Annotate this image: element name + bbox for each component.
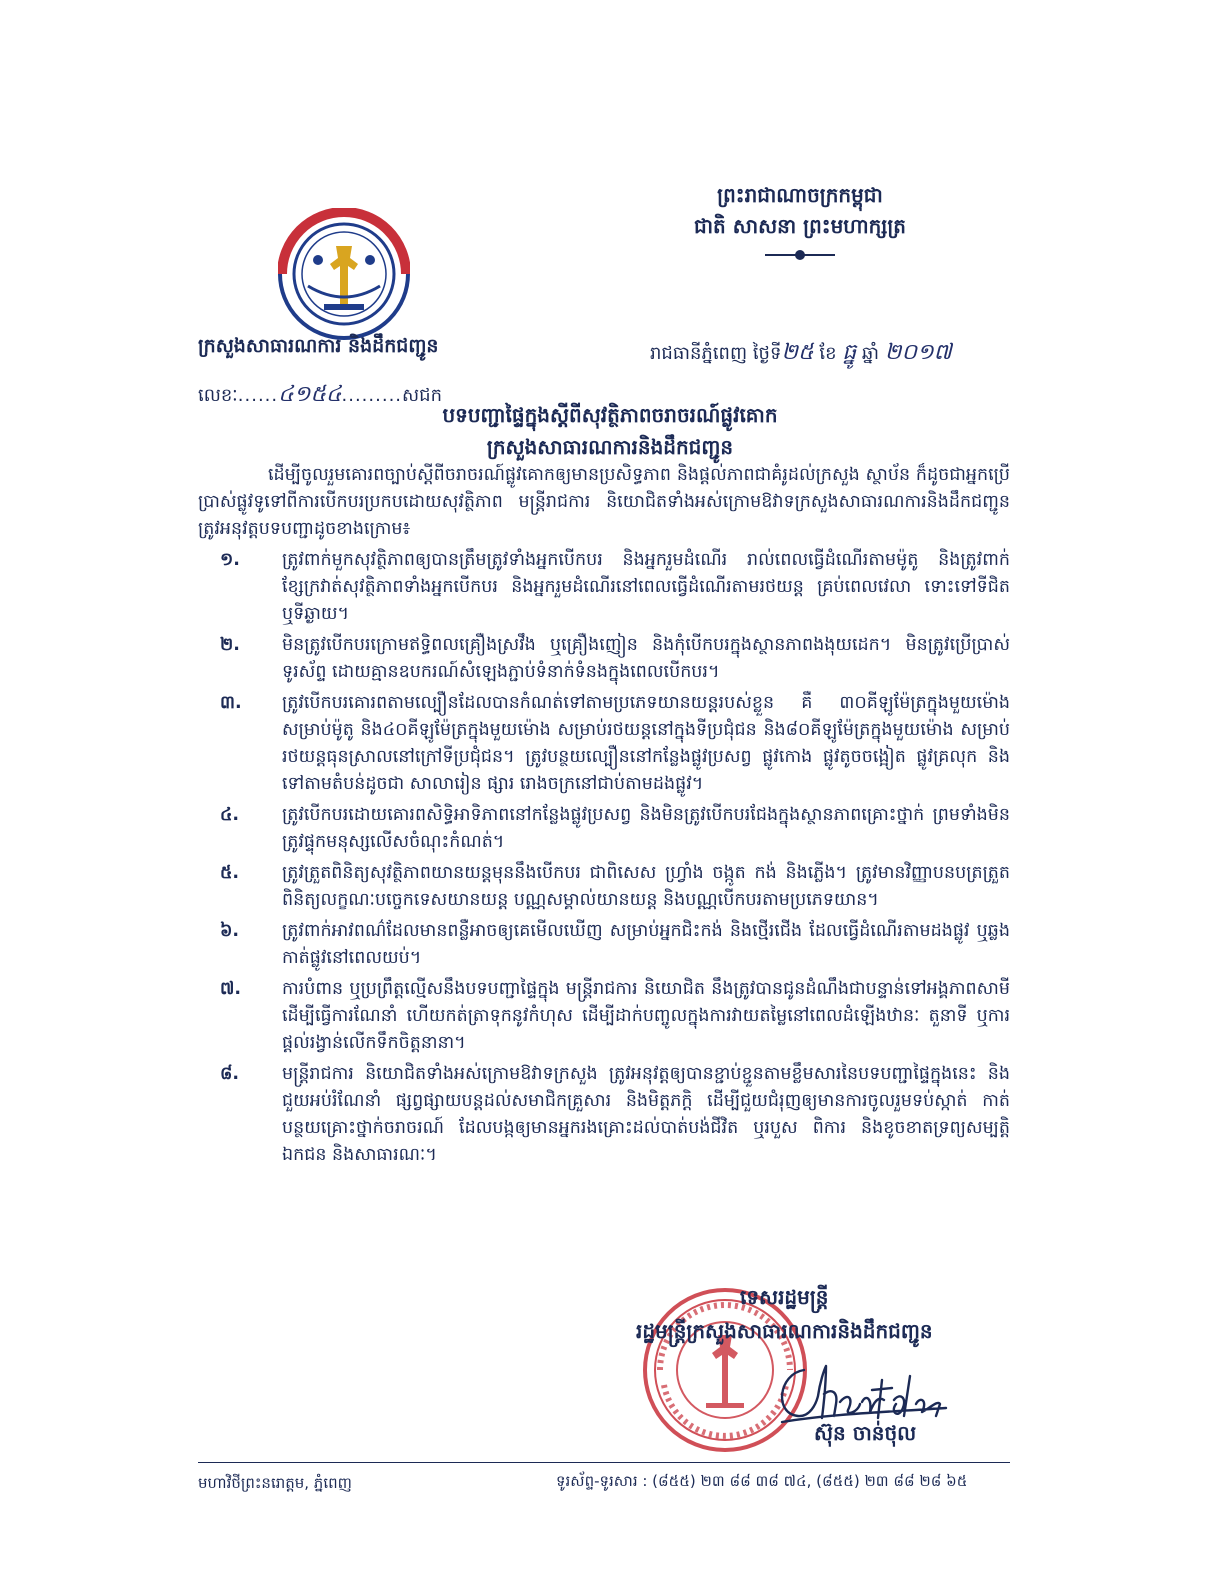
directive-item xyxy=(198,976,1010,1057)
footer-phone: ទូរស័ព្ទ-ទូរសារ : (៨៥៥) ២៣ ៨៨ ៣៨ ៧៤, (៨៥៥) ២៣ ៨៨ ២៨ ៦៥ xyxy=(556,1472,968,1490)
reference-label: លេខៈ xyxy=(198,385,238,406)
kingdom-title: ព្រះរាជាណាចក្រកម្ពុជា xyxy=(717,183,883,207)
item-number: ២. xyxy=(220,635,240,655)
directive-item xyxy=(198,632,1010,686)
item-number: ១. xyxy=(220,550,240,570)
date-prefix: រាជធានីភ្នំពេញ ថ្ងៃទី xyxy=(650,343,782,364)
directive-item xyxy=(198,690,1010,798)
document-body xyxy=(198,462,1010,1173)
directive-item xyxy=(198,547,1010,628)
item-text: មិនត្រូវបើកបរក្រោមឥទ្ធិពលគ្រឿងស្រវឹង ឬគ្រឿងញៀន និងកុំបើកបរក្នុងស្ថានភាពងងុយដេក។ មិនត្រូវប្រើប្រាស់ទូរស័ព្ទ ដោយគ្មានឧបករណ៍សំឡេងភ្ជាប់ទំនាក់ទំនងក្នុងពេលបើកបរ។ xyxy=(282,635,1010,682)
item-text: ត្រូវពាក់មួកសុវត្ថិភាពឲ្យបានត្រឹមត្រូវទាំងអ្នកបើកបរ និងអ្នករួមដំណើរ រាល់ពេលធ្វើដំណើរតាមម៉ូតូ និងត្រូវពាក់ខ្សែក្រវាត់សុវត្ថិភាពទាំងអ្នកបើកបរ និងអ្នករួមដំណើរនៅពេលធ្វើដំណើរតាមរថយន្ត គ្រប់ពេលវេលា ទោះទៅទីជិត ឬទីឆ្ងាយ។ xyxy=(282,550,1010,624)
item-text: ត្រូវត្រួតពិនិត្យសុវត្ថិភាពយានយន្តមុននឹងបើកបរ ជាពិសេស ហ្វ្រាំង ចង្កូត កង់ និងភ្លើង។ ត្រូវមានវិញ្ញាបនបត្រត្រួតពិនិត្យលក្ខណៈបច្ចេកទេសយានយន្ត បណ្ណសម្គាល់យានយន្ត និងបណ្ណបើកបរតាមប្រភេទយាន។ xyxy=(282,863,1010,910)
item-text: ត្រូវបើកបរគោរពតាមល្បឿនដែលបានកំណត់ទៅតាមប្រភេទយានយន្តរបស់ខ្លួន គឺ ៣០គីឡូម៉ែត្រក្នុងមួយម៉ោង សម្រាប់ម៉ូតូ និង៤០គីឡូម៉ែត្រក្នុងមួយម៉ោង សម្រាប់រថយន្តនៅក្នុងទីប្រជុំជន និង៨០គីឡូម៉ែត្រក្នុងមួយម៉ោង សម្រាប់រថយន្តធុនស្រាលនៅក្រៅទីប្រជុំជន។ ត្រូវបន្ថយល្បឿននៅកន្លែងផ្លូវប្រសព្វ ផ្លូវកោង ផ្លូវតូចចង្អៀត ផ្លូវគ្រលុក និងទៅតាមតំបន់ដូចជា សាលារៀន ផ្សារ រោងចក្រនៅជាប់តាមដងផ្លូវ។ xyxy=(282,693,1010,794)
item-text: ការបំពាន ឬប្រព្រឹត្តល្មើសនឹងបទបញ្ជាផ្ទៃក្នុង មន្ត្រីរាជការ និយោជិត នឹងត្រូវបានជូនដំណឹងជាបន្ទាន់ទៅអង្គភាពសាមីដើម្បីធ្វើការណែនាំ ហើយកត់ត្រាទុកនូវកំហុស ដើម្បីដាក់បញ្ចូលក្នុងការវាយតម្លៃនៅពេលដំឡើងឋានៈ តួនាទី ឬការផ្តល់រង្វាន់លើកទឹកចិត្តនានា។ xyxy=(282,979,1010,1053)
signatory-name: ស៊ុន ចាន់ថុល xyxy=(814,1421,917,1445)
item-number: ៣. xyxy=(220,693,242,713)
document-title: បទបញ្ជាផ្ទៃក្នុងស្តីពីសុវត្ថិភាពចរាចរណ៍ផ្លូវគោក xyxy=(442,403,778,427)
signatory-title: ទេសរដ្ឋមន្ត្រី xyxy=(740,1285,829,1309)
ministry-logo xyxy=(278,208,410,340)
directive-item xyxy=(198,802,1010,856)
directive-item xyxy=(198,860,1010,914)
footer-address: មហាវិថីព្រះនរោត្តម, ភ្នំពេញ xyxy=(198,1474,352,1492)
footer-divider xyxy=(198,1462,1010,1463)
date-month: ធ្នូ xyxy=(842,340,857,365)
reference-line: លេខៈ......៤១៥៤.........សជក xyxy=(198,382,443,407)
date-year-label: ឆ្នាំ xyxy=(856,343,885,364)
item-text: មន្ត្រីរាជការ និយោជិតទាំងអស់ក្រោមឱវាទក្រសួង ត្រូវអនុវត្តឲ្យបានខ្ជាប់ខ្ជួនតាមខ្លឹមសារនៃបទបញ្ជាផ្ទៃក្នុងនេះ និងជួយអប់រំណែនាំ ផ្សព្វផ្សាយបន្តដល់សមាជិកគ្រួសារ និងមិត្តភក្តិ ដើម្បីជួយជំរុញឲ្យមានការចូលរួមទប់ស្កាត់ កាត់បន្ថយគ្រោះថ្នាក់ចរាចរណ៍ ដែលបង្កឲ្យមានអ្នករងគ្រោះដល់បាត់បង់ជីវិត ឬរបួស ពិការ និងខូចខាតទ្រព្យសម្បត្តិឯកជន និងសាធារណៈ។ xyxy=(282,1064,1010,1165)
place-date-line xyxy=(650,338,952,370)
directive-item xyxy=(198,918,1010,972)
item-number: ៧. xyxy=(220,979,242,999)
reference-number: ៤១៥៤ xyxy=(278,382,342,407)
item-number: ៨. xyxy=(220,1064,240,1084)
date-day: ២៥ xyxy=(781,340,814,365)
item-number: ៤. xyxy=(220,805,240,825)
document-subtitle: ក្រសួងសាធារណការនិងដឹកជញ្ជូន xyxy=(486,435,734,459)
intro-paragraph: ដើម្បីចូលរួមគោរពច្បាប់ស្តីពីចរាចរណ៍ផ្លូវគោកឲ្យមានប្រសិទ្ធភាព និងផ្តល់ភាពជាគំរូដល់ក្រសួង ស្ថាប័ន ក៏ដូចជាអ្នកប្រើប្រាស់ផ្លូវទូទៅពីការបើកបរប្រកបដោយសុវត្ថិភាព មន្ត្រីរាជការ និយោជិតទាំងអស់ក្រោមឱវាទក្រសួងសាធារណការនិងដឹកជញ្ជូន ត្រូវអនុវត្តបទបញ្ជាដូចខាងក្រោម៖ xyxy=(198,465,1010,539)
item-number: ៦. xyxy=(220,921,240,941)
item-text: ត្រូវពាក់អាវពណ៌ដែលមានពន្លឺអាចឲ្យគេមើលឃើញ សម្រាប់អ្នកជិះកង់ និងថ្មើរជើង ដែលធ្វើដំណើរតាមដងផ្លូវ ឬឆ្លងកាត់ផ្លូវនៅពេលយប់។ xyxy=(282,921,1010,968)
kingdom-header xyxy=(640,180,960,260)
reference-suffix: សជក xyxy=(402,385,443,406)
national-motto: ជាតិ សាសនា ព្រះមហាក្សត្រ xyxy=(694,214,906,238)
date-year: ២០១៧ xyxy=(884,340,952,365)
date-month-label: ខែ xyxy=(813,343,843,364)
item-number: ៥. xyxy=(220,863,240,883)
item-text: ត្រូវបើកបរដោយគោរពសិទ្ធិអាទិភាពនៅកន្លែងផ្លូវប្រសព្វ និងមិនត្រូវបើកបរជែងក្នុងស្ថានភាពគ្រោះថ្នាក់ ព្រមទាំងមិនត្រូវផ្ទុកមនុស្សលើសចំណុះកំណត់។ xyxy=(282,805,1010,852)
signatory-position: រដ្ឋមន្ត្រីក្រសួងសាធារណការនិងដឹកជញ្ជូន xyxy=(636,1319,933,1343)
directive-item xyxy=(198,1061,1010,1169)
ministry-name: ក្រសួងសាធារណការ និងដឹកជញ្ជូន xyxy=(198,335,439,357)
ornament-divider xyxy=(765,250,835,260)
